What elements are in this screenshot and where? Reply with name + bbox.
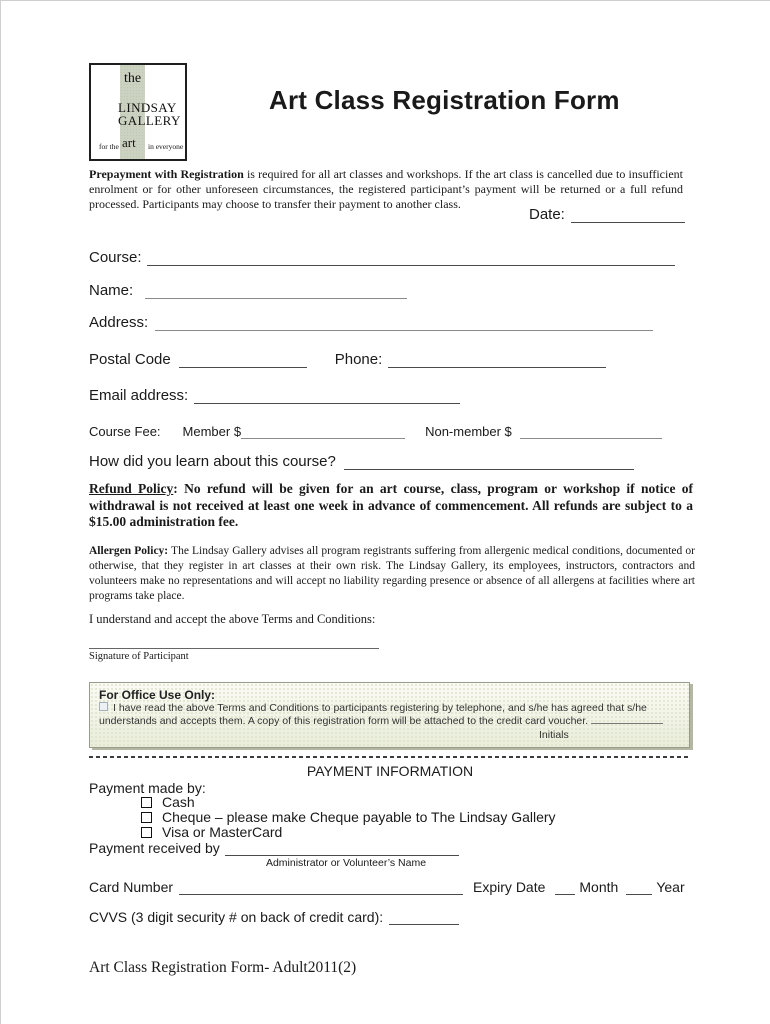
member-fee-label: Member $ xyxy=(182,424,242,439)
cvvs-label: CVVS (3 digit security # on back of credit card): xyxy=(89,909,384,925)
email-field-row xyxy=(89,387,460,404)
logo-tagline-left: for the xyxy=(99,142,119,151)
postal-code-label: Postal Code xyxy=(89,351,171,368)
name-field-row xyxy=(89,282,407,299)
payment-received-row xyxy=(89,840,459,856)
cash-checkbox[interactable] xyxy=(141,797,152,808)
document-footer: Art Class Registration Form- Adult2011(2) xyxy=(89,959,357,976)
year-label: Year xyxy=(656,879,685,895)
initials-input-line[interactable] xyxy=(591,715,663,724)
expiry-month-input-line[interactable] xyxy=(555,880,575,895)
course-fee-row xyxy=(89,424,662,439)
phone-input-line[interactable] xyxy=(388,353,606,368)
lindsay-gallery-logo xyxy=(89,63,187,161)
email-label: Email address: xyxy=(89,387,189,404)
member-fee-input-line[interactable] xyxy=(241,424,405,439)
email-input-line[interactable] xyxy=(194,389,460,404)
payment-received-input-line[interactable] xyxy=(225,841,459,856)
logo-word-gallery: GALLERY xyxy=(118,113,181,128)
payment-section-header: PAYMENT INFORMATION xyxy=(306,763,474,779)
cheque-label: Cheque – please make Cheque payable to The Lindsay Gallery xyxy=(162,809,556,825)
name-label: Name: xyxy=(89,282,134,299)
refund-policy-rest: : No refund will be given for an art course, class, program or workshop if notice of withdrawal is not received at least one week in advance of commencement. All refunds are subject to a $15.00 administration fee. xyxy=(89,481,693,529)
non-member-fee-input-line[interactable] xyxy=(520,424,662,439)
expiry-year-input-line[interactable] xyxy=(626,880,652,895)
card-number-row xyxy=(89,879,685,895)
non-member-fee-label: Non-member $ xyxy=(425,424,512,439)
visa-mastercard-checkbox[interactable] xyxy=(141,827,152,838)
address-input-line[interactable] xyxy=(155,316,653,331)
refund-policy-lead: Refund Policy xyxy=(89,481,174,496)
date-field-row xyxy=(529,206,685,223)
address-field-row xyxy=(89,314,653,331)
dashed-separator xyxy=(89,756,691,758)
learn-about-row xyxy=(89,453,634,470)
payment-option-visa-mastercard xyxy=(141,824,282,840)
learn-about-label: How did you learn about this course? xyxy=(89,453,336,470)
cheque-checkbox[interactable] xyxy=(141,812,152,823)
card-number-label: Card Number xyxy=(89,879,174,895)
card-number-input-line[interactable] xyxy=(179,880,463,895)
office-use-statement-block xyxy=(99,702,680,728)
allergen-policy-paragraph xyxy=(89,544,695,604)
office-use-title: For Office Use Only: xyxy=(99,688,216,702)
prepayment-rest: is required for all art classes and workshops. If the art class is cancelled due to insufficient enrolment or for other unforeseen circumstances, the registered participant’s payment will be returned or a full refund processed. Participants may choose to transfer their payment to another class. xyxy=(89,167,683,211)
allergen-policy-rest: The Lindsay Gallery advises all program registrants suffering from allergenic medical conditions, documented or otherwise, that they register in art classes at their own risk. The Lindsay Gallery, its employees, instructors, contractors and volunteers make no representations and will accept no liability regarding presence or absence of all allergens at facilities where art programs take place. xyxy=(89,545,695,602)
refund-policy-paragraph xyxy=(89,481,693,531)
address-label: Address: xyxy=(89,314,149,331)
logo-word-lindsay: LINDSAY xyxy=(118,100,177,115)
name-input-line[interactable] xyxy=(145,284,407,299)
logo-tagline-art: art xyxy=(122,135,136,150)
month-label: Month xyxy=(579,879,619,895)
prepayment-lead: Prepayment with Registration xyxy=(89,167,244,181)
terms-acknowledgement: I understand and accept the above Terms and Conditions: xyxy=(89,612,376,626)
office-checkbox[interactable] xyxy=(99,702,108,711)
office-use-box xyxy=(89,682,690,748)
payment-option-cash xyxy=(141,794,195,810)
allergen-policy-lead: Allergen Policy: xyxy=(89,545,169,557)
initials-label: Initials xyxy=(539,729,569,741)
postal-phone-row xyxy=(89,351,606,368)
visa-mastercard-label: Visa or MasterCard xyxy=(162,824,283,840)
received-by-caption: Administrator or Volunteer’s Name xyxy=(265,857,427,869)
office-use-statement: I have read the above Terms and Conditions to participants registering by telephone, and s/he has agreed that s/he understands and accepts them. A copy of this registration form will be attached to the credit card voucher. xyxy=(99,702,647,727)
phone-label: Phone: xyxy=(334,351,383,368)
cvvs-row xyxy=(89,909,459,925)
payment-option-cheque xyxy=(141,809,556,825)
payment-made-by-label: Payment made by: xyxy=(89,780,206,796)
course-input-line[interactable] xyxy=(147,251,675,266)
expiry-date-label: Expiry Date xyxy=(473,879,546,895)
course-field-row xyxy=(89,249,675,266)
postal-code-input-line[interactable] xyxy=(179,353,307,368)
logo-word-the: the xyxy=(124,71,142,86)
logo-tagline-right: in everyone xyxy=(148,142,184,151)
payment-received-label: Payment received by xyxy=(89,840,220,856)
cash-label: Cash xyxy=(162,794,195,810)
page-title: Art Class Registration Form xyxy=(269,85,620,115)
cvvs-input-line[interactable] xyxy=(389,910,459,925)
signature-caption: Signature of Participant xyxy=(89,651,189,662)
course-fee-label: Course Fee: xyxy=(89,424,161,439)
date-input-line[interactable] xyxy=(571,208,685,223)
date-label: Date: xyxy=(529,206,565,223)
learn-about-input-line[interactable] xyxy=(344,455,634,470)
course-label: Course: xyxy=(89,249,142,266)
signature-input-line[interactable] xyxy=(89,634,379,649)
